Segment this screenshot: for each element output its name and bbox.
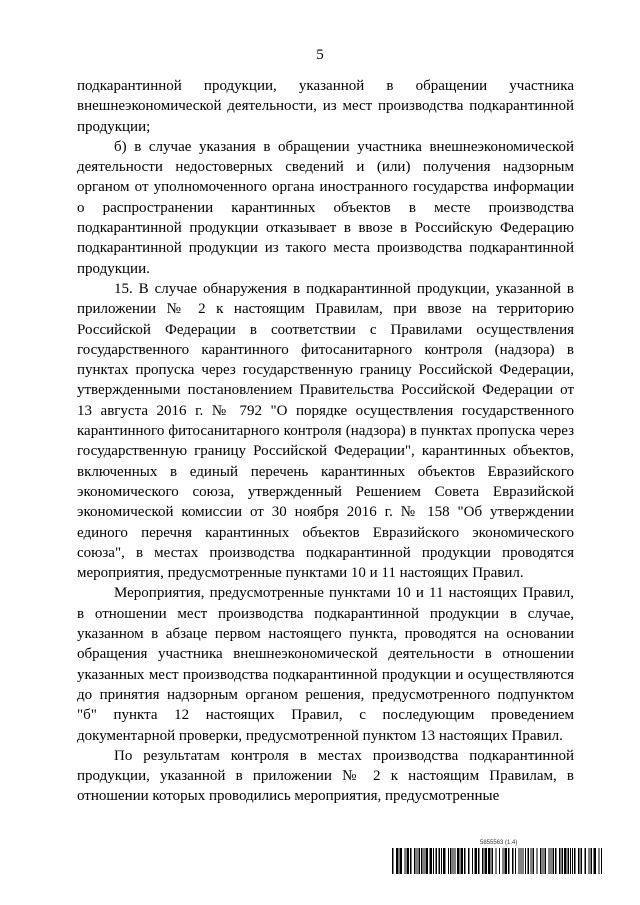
paragraph-subpoint-b: б) в случае указания в обращении участника внешнеэкономической деятельности недостоверных сведений и (или) получения надзорным органом от уполномоченного органа иностранного государства информации о распространении карантинных объектов в месте производства подкарантинной продукции отказывает в ввозе в Российскую Федерацию подкарантинной продукции из такого места производства подкарантинной продукции. [77, 138, 574, 277]
barcode-icon [392, 848, 602, 874]
paragraph-continuation: подкарантинной продукции, указанной в обращении участника внешнеэкономической деятельности, из мест производства подкарантинной продукции; [77, 78, 574, 135]
paragraph-measures: Мероприятия, предусмотренные пунктами 10 и 11 настоящих Правил, в отношении мест производства подкарантинной продукции в случае, указанном в абзаце первом настоящего пункта, проводятся на основании обращения участника внешнеэкономической деятельности в отношении указанных мест производства подкарантинной продукции и осуществляются до принятия надзорным органом решения, предусмотренного подпунктом "б" пункта 12 настоящих Правил, с последующим проведением документарной проверки, предусмотренной пунктом 13 настоящих Правил. [77, 585, 574, 744]
page-number: 5 [316, 47, 324, 63]
document-body [77, 76, 574, 807]
document-code: 5855563 (1.4) [480, 840, 518, 846]
paragraph-item-15: 15. В случае обнаружения в подкарантинной продукции, указанной в приложении № 2 к настоящим Правилам, при ввозе на территорию Российской Федерации в соответствии с Правилами осуществления государственного карантинного фитосанитарного контроля (надзора) в пунктах пропуска через государственную границу Российской Федерации, утвержденными постановлением Правительства Российской Федерации от 13 августа 2016 г. № 792 "О порядке осуществления государственного карантинного фитосанитарного контроля (надзора) в пунктах пропуска через государственную границу Российской Федерации", карантинных объектов, включенных в единый перечень карантинных объектов Евразийского экономического союза, утвержденный Решением Совета Евразийской экономической комиссии от 30 ноября 2016 г. № 158 "Об утверждении единого перечня карантинных объектов Евразийского экономического союза", в местах производства подкарантинной продукции проводятся мероприятия, предусмотренные пунктами 10 и 11 настоящих Правил. [77, 280, 574, 582]
paragraph-control-results: По результатам контроля в местах производства подкарантинной продукции, указанной в приложении № 2 к настоящим Правилам, в отношении которых проводились мероприятия, предусмотренные [77, 747, 574, 805]
